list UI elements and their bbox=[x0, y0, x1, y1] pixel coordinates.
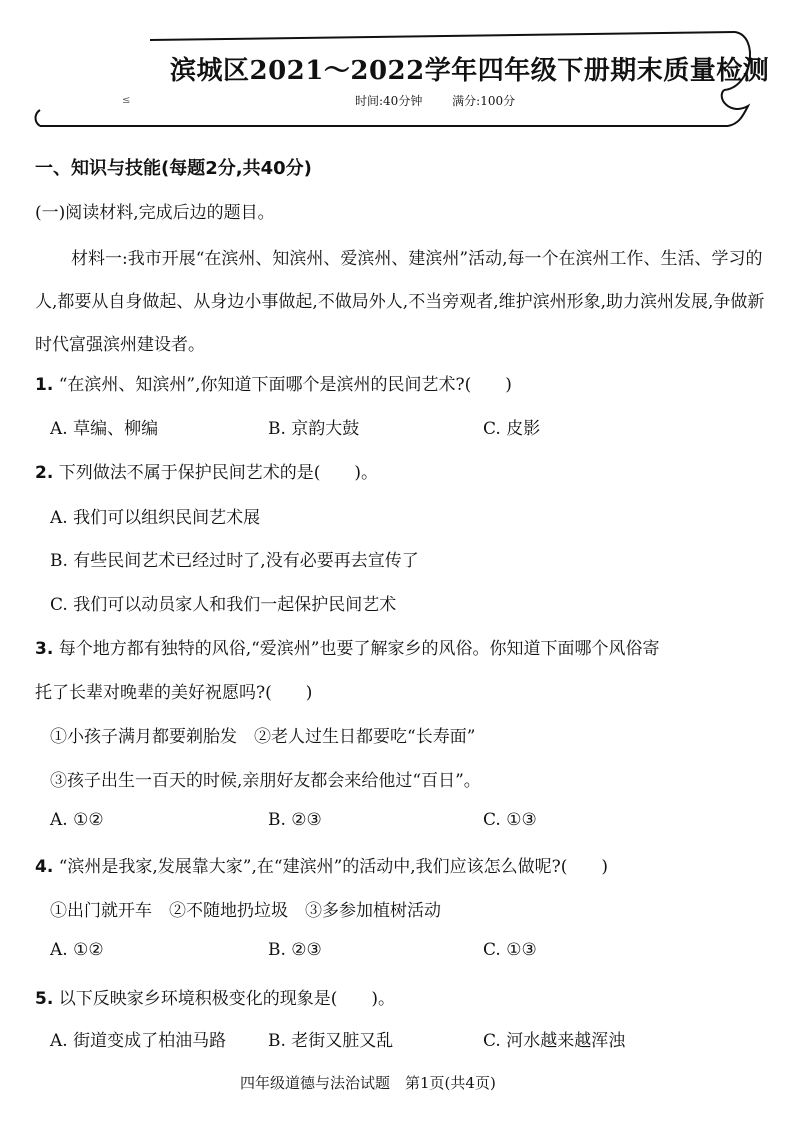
question-3-line-2: 托了长辈对晚辈的美好祝愿吗?( ) bbox=[35, 683, 313, 703]
question-text: 以下反映家乡环境积极变化的现象是( )。 bbox=[58, 989, 395, 1009]
q3-option-a: A. ①② bbox=[50, 810, 104, 830]
question-number: 3. bbox=[35, 639, 54, 659]
q3-item-line-1: ①小孩子满月都要剃胎发 ②老人过生日都要吃“长寿面” bbox=[50, 727, 476, 747]
q5-option-a: A. 街道变成了柏油马路 bbox=[50, 1031, 227, 1051]
section-heading: 一、知识与技能(每题2分,共40分) bbox=[35, 158, 312, 179]
q4-items: ①出门就开车 ②不随地扔垃圾 ③多参加植树活动 bbox=[50, 901, 441, 921]
material-text: 材料一:我市开展“在滨州、知滨州、爱滨州、建滨州”活动,每一个在滨州工作、生活、学习的人,都要从自身做起、从身边小事做起,不做局外人,不当旁观者,维护滨州形象,助力滨州发展,争做新时代富强滨州建设者。 bbox=[35, 249, 765, 355]
page-footer: 四年级道德与法治试题 第1页(共4页) bbox=[240, 1074, 496, 1092]
q4-option-c: C. ①③ bbox=[483, 940, 537, 960]
question-1 bbox=[35, 370, 512, 395]
material-paragraph bbox=[35, 238, 765, 367]
question-number: 2. bbox=[35, 463, 54, 483]
q2-option-c: C. 我们可以动员家人和我们一起保护民间艺术 bbox=[50, 595, 397, 615]
score-label: 满分:100分 bbox=[452, 94, 516, 108]
corner-mark: ≤ bbox=[122, 95, 131, 106]
exam-title: 滨城区2021～2022学年四年级下册期末质量检测 bbox=[170, 56, 770, 86]
question-5 bbox=[35, 984, 395, 1009]
part-heading: (一)阅读材料,完成后边的题目。 bbox=[35, 203, 275, 223]
q4-option-a: A. ①② bbox=[50, 940, 104, 960]
q5-option-b: B. 老街又脏又乱 bbox=[268, 1031, 394, 1051]
q1-option-b: B. 京韵大鼓 bbox=[268, 419, 360, 439]
q4-option-b: B. ②③ bbox=[268, 940, 322, 960]
question-text: 下列做法不属于保护民间艺术的是( )。 bbox=[58, 463, 378, 483]
q2-option-a: A. 我们可以组织民间艺术展 bbox=[50, 508, 261, 528]
time-label: 时间:40分钟 bbox=[355, 94, 423, 108]
exam-meta bbox=[355, 92, 541, 109]
q1-option-c: C. 皮影 bbox=[483, 419, 541, 439]
question-3 bbox=[35, 634, 660, 659]
question-number: 1. bbox=[35, 375, 54, 395]
q3-item-line-2: ③孩子出生一百天的时候,亲朋好友都会来给他过“百日”。 bbox=[50, 771, 481, 791]
question-text: “滨州是我家,发展靠大家”,在“建滨州”的活动中,我们应该怎么做呢?( ) bbox=[58, 857, 609, 877]
question-number: 4. bbox=[35, 857, 54, 877]
question-2 bbox=[35, 458, 378, 483]
question-4 bbox=[35, 852, 608, 877]
question-text: 每个地方都有独特的风俗,“爱滨州”也要了解家乡的风俗。你知道下面哪个风俗寄 bbox=[58, 639, 660, 659]
q3-option-c: C. ①③ bbox=[483, 810, 537, 830]
q3-option-b: B. ②③ bbox=[268, 810, 322, 830]
question-text: “在滨州、知滨州”,你知道下面哪个是滨州的民间艺术?( ) bbox=[58, 375, 512, 395]
q1-option-a: A. 草编、柳编 bbox=[50, 419, 159, 439]
question-number: 5. bbox=[35, 989, 54, 1009]
q2-option-b: B. 有些民间艺术已经过时了,没有必要再去宣传了 bbox=[50, 551, 419, 571]
q5-option-c: C. 河水越来越浑浊 bbox=[483, 1031, 626, 1051]
